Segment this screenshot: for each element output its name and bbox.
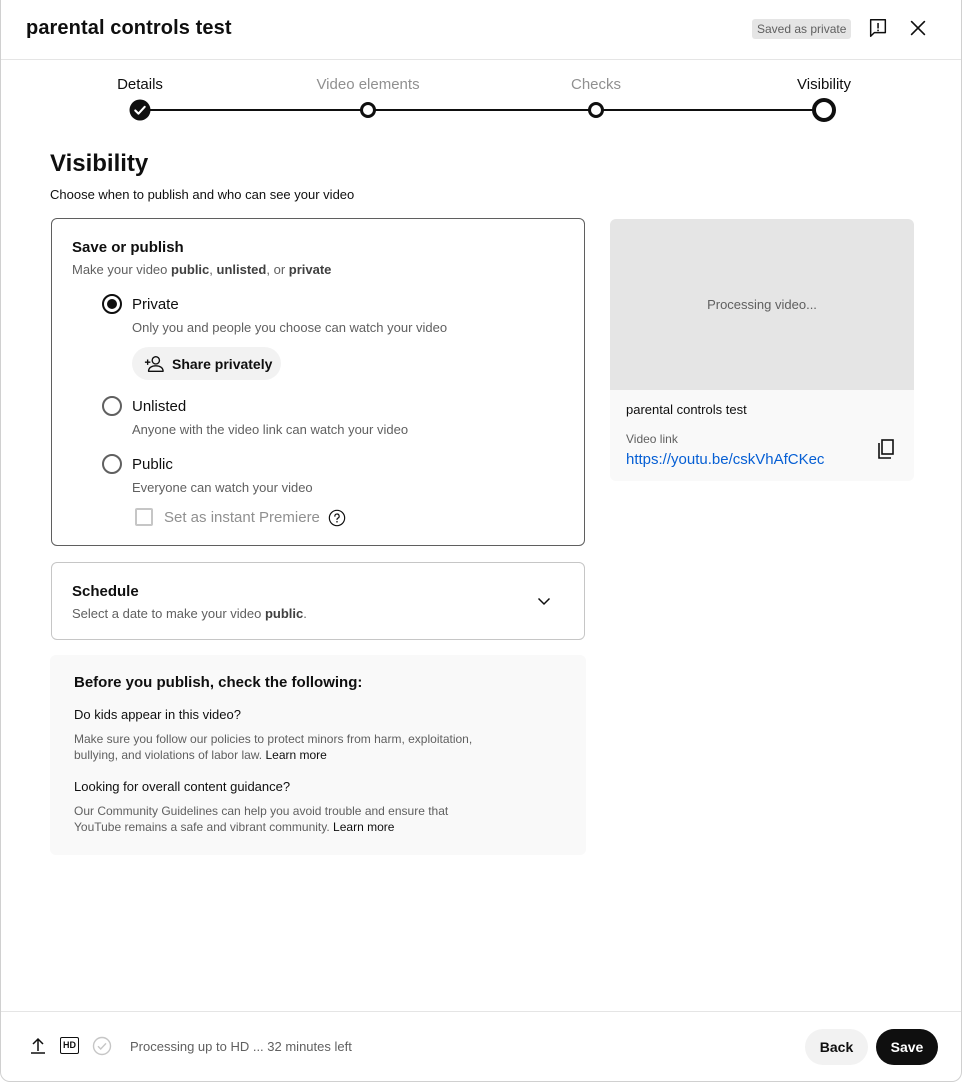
radio-private[interactable]	[102, 294, 122, 314]
save-or-publish-title: Save or publish	[72, 239, 184, 256]
radio-public-desc: Everyone can watch your video	[132, 480, 313, 495]
upload-icon	[28, 1036, 48, 1056]
back-button[interactable]: Back	[805, 1029, 868, 1065]
radio-unlisted[interactable]	[102, 396, 122, 416]
add-person-icon	[143, 354, 165, 374]
dialog-title: parental controls test	[26, 17, 232, 39]
saved-status-badge: Saved as private	[752, 19, 851, 39]
video-thumbnail	[610, 219, 914, 390]
share-privately-label: Share privately	[172, 355, 273, 372]
instant-premiere-checkbox[interactable]	[135, 508, 153, 526]
hd-icon: HD	[60, 1037, 79, 1054]
close-icon[interactable]	[907, 17, 929, 39]
help-icon[interactable]	[328, 509, 346, 527]
processing-text: Processing video...	[707, 297, 817, 312]
radio-private-desc: Only you and people you choose can watch your video	[132, 320, 448, 335]
step-visibility[interactable]: Visibility	[797, 76, 851, 93]
radio-public-label[interactable]: Public	[132, 456, 173, 473]
schedule-title: Schedule	[72, 583, 139, 600]
guidance-question: Looking for overall content guidance?	[74, 779, 291, 794]
instant-premiere-label[interactable]: Set as instant Premiere	[164, 509, 320, 526]
feedback-icon[interactable]	[867, 17, 889, 39]
guidance-text: Our Community Guidelines can help you avoid trouble and ensure that YouTube remains a safe and vibrant community. Learn more	[74, 804, 449, 834]
radio-public[interactable]	[102, 454, 122, 474]
upload-stepper	[1, 60, 961, 140]
before-you-publish-panel	[50, 655, 586, 855]
visibility-title: Visibility	[50, 150, 149, 177]
copy-icon[interactable]	[876, 438, 896, 460]
video-preview-card	[610, 219, 914, 481]
schedule-subtitle: Select a date to make your video public.	[72, 606, 307, 621]
chevron-down-icon[interactable]	[536, 593, 552, 609]
preview-video-title: parental controls test	[626, 402, 747, 417]
kids-text: Make sure you follow our policies to protect minors from harm, exploitation, bullying, and violations of labor law. Learn more	[74, 732, 473, 762]
step-video-elements-dot[interactable]	[360, 102, 376, 118]
save-or-publish-subtitle: Make your video public, unlisted, or private	[72, 262, 332, 277]
step-checks[interactable]: Checks	[570, 76, 622, 93]
video-link-label: Video link	[626, 432, 678, 446]
step-checks-dot[interactable]	[588, 102, 604, 118]
check-circle-icon	[92, 1036, 112, 1056]
dialog-footer	[1, 1011, 961, 1082]
step-details[interactable]: Details	[117, 76, 163, 93]
radio-unlisted-label[interactable]: Unlisted	[132, 398, 187, 415]
step-video-elements[interactable]: Video elements	[316, 76, 420, 93]
kids-learn-more-link[interactable]: Learn more	[265, 748, 327, 762]
kids-question: Do kids appear in this video?	[74, 707, 241, 722]
video-link[interactable]: https://youtu.be/cskVhAfCKec	[626, 451, 825, 468]
before-you-publish-title: Before you publish, check the following:	[74, 674, 363, 691]
share-privately-button[interactable]	[132, 347, 281, 380]
radio-unlisted-desc: Anyone with the video link can watch your video	[132, 422, 409, 437]
processing-status: Processing up to HD ... 32 minutes left	[130, 1039, 352, 1054]
step-details-dot[interactable]	[130, 100, 151, 121]
radio-private-label[interactable]: Private	[132, 296, 179, 313]
save-button[interactable]: Save	[876, 1029, 938, 1065]
guidance-learn-more-link[interactable]: Learn more	[333, 820, 395, 834]
checkmark-icon	[130, 100, 151, 121]
stepper-progress-line	[140, 109, 824, 111]
save-or-publish-panel	[51, 218, 585, 546]
dialog-header	[1, 0, 961, 60]
schedule-panel[interactable]	[51, 562, 585, 640]
step-visibility-dot[interactable]	[812, 98, 836, 122]
visibility-subtitle: Choose when to publish and who can see your video	[50, 187, 355, 202]
